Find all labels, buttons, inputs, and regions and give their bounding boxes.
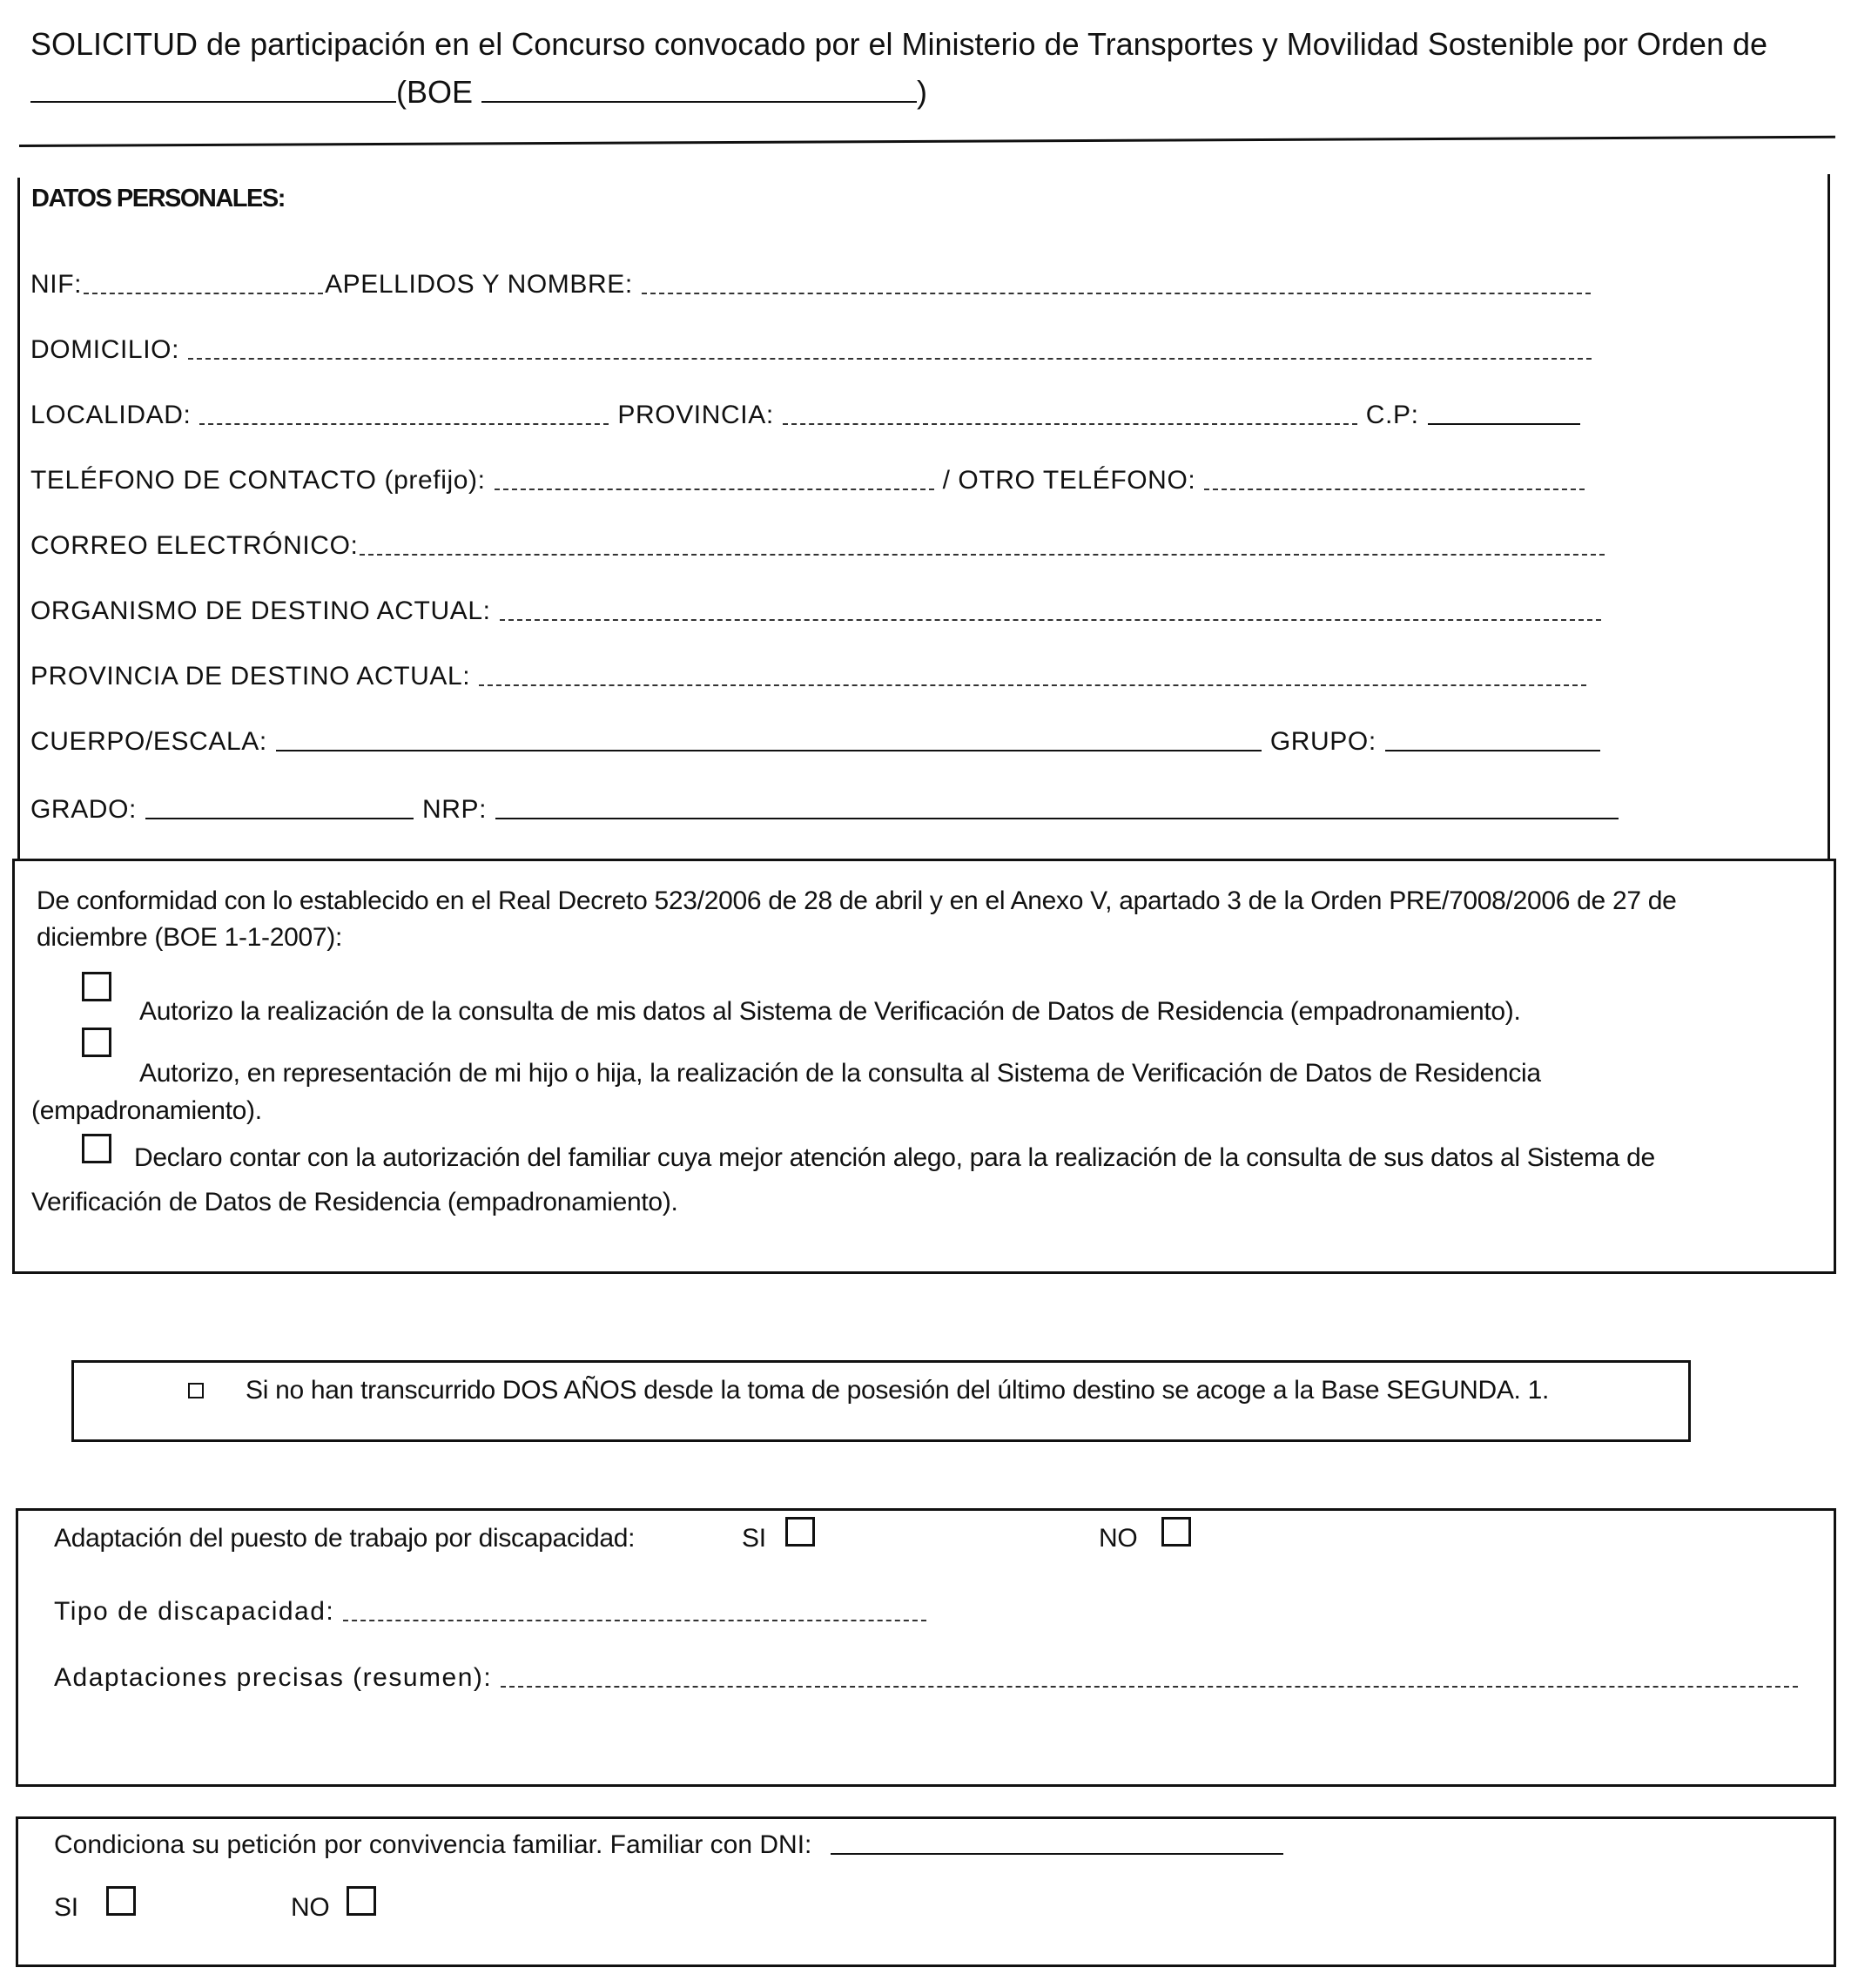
condiciona-label: Condiciona su petición por convivencia familiar. Familiar con DNI: — [54, 1830, 812, 1859]
consent-option-3-line1: Declaro contar con la autorización del familiar cuya mejor atención alego, para la realización de la consulta de sus datos al Sistema de — [134, 1143, 1655, 1172]
row-correo — [30, 526, 1613, 561]
consent-option-2-line1: Autorizo, en representación de mi hijo o hija, la realización de la consulta al Sistema de Verificación de Datos de Residencia — [139, 1059, 1541, 1088]
row-familiar — [54, 1825, 1292, 1860]
row-cuerpo — [30, 722, 1609, 757]
family-si-checkbox[interactable] — [106, 1886, 136, 1916]
adaptation-no-checkbox[interactable] — [1161, 1517, 1191, 1547]
organismo-field[interactable] — [500, 600, 1601, 621]
provincia-destino-label: PROVINCIA DE DESTINO ACTUAL: — [30, 662, 471, 691]
apellidos-label: APELLIDOS Y NOMBRE: — [325, 270, 633, 299]
row-organismo — [30, 591, 1610, 626]
grado-label: GRADO: — [30, 795, 137, 824]
nif-field[interactable] — [84, 273, 323, 294]
base-segunda-text: Si no han transcurrido DOS AÑOS desde la toma de posesión del último destino se acoge a la Base SEGUNDA. 1. — [246, 1376, 1550, 1405]
form-title — [30, 21, 1824, 116]
adaptation-label: Adaptación del puesto de trabajo por discapacidad: — [54, 1524, 636, 1553]
row-nif — [30, 265, 1599, 300]
consent-checkbox-3[interactable] — [82, 1134, 111, 1163]
adaptation-si-checkbox[interactable] — [785, 1517, 815, 1547]
consent-option-2-line2: (empadronamiento). — [31, 1096, 262, 1125]
adaptation-no-label: NO — [1099, 1524, 1138, 1553]
apellidos-field[interactable] — [642, 273, 1591, 294]
row-localidad — [30, 395, 1589, 430]
familiar-dni-field[interactable] — [831, 1834, 1283, 1855]
adaptaciones-label: Adaptaciones precisas (resumen): — [54, 1663, 493, 1692]
correo-field[interactable] — [360, 535, 1605, 556]
row-provincia-destino — [30, 657, 1595, 691]
nrp-label: NRP: — [421, 795, 488, 824]
adaptaciones-field[interactable] — [501, 1667, 1798, 1688]
grupo-label: GRUPO: — [1269, 727, 1376, 756]
localidad-field[interactable] — [199, 404, 609, 425]
provincia-field[interactable] — [783, 404, 1357, 425]
otro-telefono-label: / OTRO TELÉFONO: — [942, 466, 1196, 495]
telefono-label: TELÉFONO DE CONTACTO (prefijo): — [30, 466, 486, 495]
row-domicilio — [30, 330, 1600, 365]
base-segunda-checkbox[interactable] — [188, 1383, 204, 1398]
adaptation-si-label: SI — [742, 1524, 766, 1553]
order-date-field[interactable] — [30, 68, 396, 103]
provincia-label: PROVINCIA: — [617, 401, 774, 429]
telefono-field[interactable] — [495, 469, 934, 490]
consent-checkbox-2[interactable] — [82, 1028, 111, 1057]
family-no-checkbox[interactable] — [347, 1886, 376, 1916]
row-tipo-discapacidad — [54, 1592, 935, 1627]
title-text: SOLICITUD de participación en el Concurso convocado por el Ministerio de Transportes y Movilidad Sostenible por Orden de — [30, 26, 1768, 62]
tipo-discapacidad-field[interactable] — [343, 1601, 926, 1621]
boe-open-label: (BOE — [396, 74, 474, 110]
row-grado — [30, 790, 1627, 825]
cp-label: C.P: — [1365, 401, 1419, 429]
domicilio-field[interactable] — [188, 339, 1592, 360]
family-no-label: NO — [291, 1893, 330, 1922]
consent-option-1: Autorizo la realización de la consulta de mis datos al Sistema de Verificación de Datos de Residencia (empadronamiento). — [139, 997, 1521, 1026]
grupo-field[interactable] — [1385, 731, 1600, 751]
nif-label: NIF: — [30, 270, 83, 299]
row-telefono — [30, 461, 1593, 495]
row-adaptaciones — [54, 1658, 1807, 1693]
consent-checkbox-1[interactable] — [82, 972, 111, 1001]
nrp-field[interactable] — [495, 799, 1619, 819]
consent-intro: De conformidad con lo establecido en el Real Decreto 523/2006 de 28 de abril y en el Anexo V, apartado 3 de la Orden PRE/7008/2006 de 27 de diciembre (BOE 1-1-2007): — [37, 886, 1677, 952]
correo-label: CORREO ELECTRÓNICO: — [30, 531, 359, 560]
cuerpo-label: CUERPO/ESCALA: — [30, 727, 267, 756]
localidad-label: LOCALIDAD: — [30, 401, 192, 429]
organismo-label: ORGANISMO DE DESTINO ACTUAL: — [30, 596, 491, 625]
boe-field[interactable] — [481, 68, 917, 103]
cp-field[interactable] — [1428, 404, 1580, 425]
grado-field[interactable] — [145, 799, 414, 819]
cuerpo-field[interactable] — [276, 731, 1262, 751]
family-si-label: SI — [54, 1893, 78, 1922]
provincia-destino-field[interactable] — [479, 665, 1586, 686]
consent-option-3-line2: Verificación de Datos de Residencia (empadronamiento). — [31, 1188, 678, 1216]
tipo-discapacidad-label: Tipo de discapacidad: — [54, 1597, 335, 1626]
header-separator — [19, 136, 1835, 147]
domicilio-label: DOMICILIO: — [30, 335, 180, 364]
section-title-personal: DATOS PERSONALES: — [31, 185, 285, 212]
otro-telefono-field[interactable] — [1204, 469, 1585, 490]
boe-close-label: ) — [917, 74, 928, 110]
